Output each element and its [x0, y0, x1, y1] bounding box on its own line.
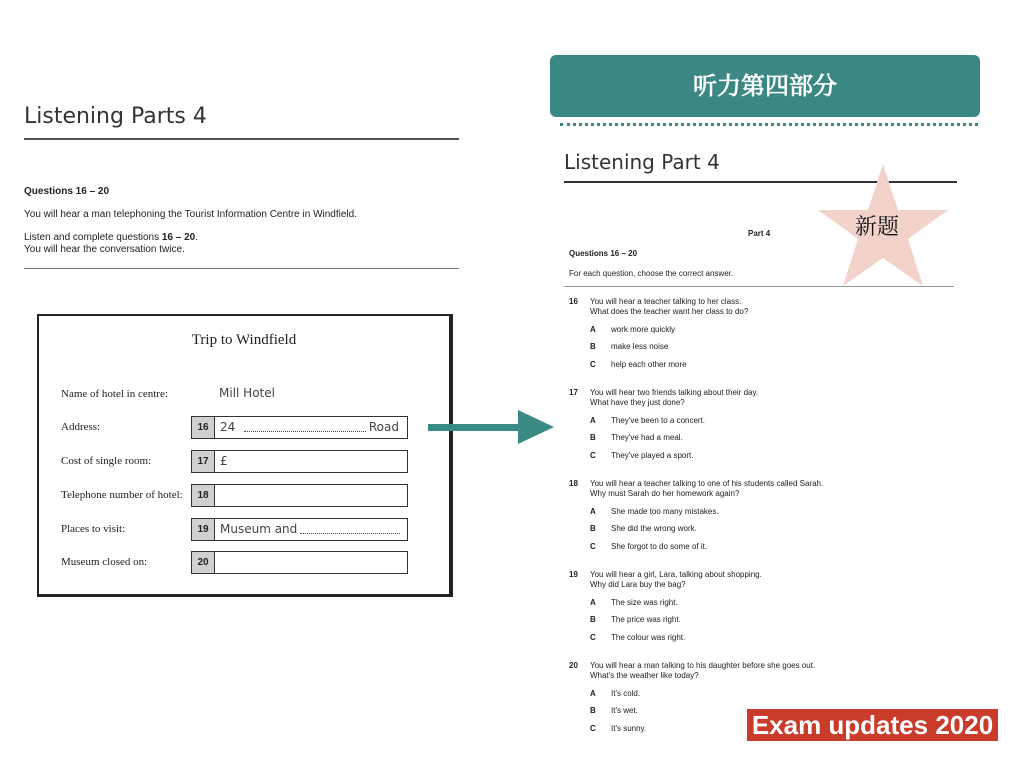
question-line-1: You will hear a man talking to his daughter before she goes out.: [590, 661, 816, 670]
handwritten-address-road: Road: [368, 420, 399, 434]
right-questions-range: Questions 16 – 20: [569, 249, 638, 258]
answer-field-19[interactable]: [191, 518, 408, 541]
listen-prefix: Listen and complete questions: [24, 232, 162, 243]
option-letter: B: [590, 615, 596, 624]
row-label-address: Address:: [61, 421, 101, 433]
row-label-cost: Cost of single room:: [61, 455, 152, 467]
listen-bold-range: 16 – 20: [161, 232, 196, 243]
question-text: [590, 570, 762, 590]
question-number-19: 19: [192, 519, 215, 540]
question-number: 17: [569, 388, 578, 397]
option-a[interactable]: [590, 689, 640, 698]
option-a[interactable]: [590, 416, 705, 425]
right-page-title: Listening Part 4: [564, 150, 720, 174]
option-letter: C: [590, 633, 596, 642]
question-number-18: 18: [192, 485, 215, 506]
answer-field-20[interactable]: [191, 551, 408, 574]
option-letter: A: [590, 598, 596, 607]
question-number: 20: [569, 661, 578, 670]
handwritten-pound-sign: £: [220, 454, 228, 468]
option-text: work more quickly: [611, 325, 676, 334]
question-line-2: Why must Sarah do her homework again?: [590, 489, 740, 498]
question-line-1: You will hear a teacher talking to her class.: [590, 297, 742, 306]
banner-dotted-divider: [560, 123, 978, 126]
option-letter: A: [590, 507, 596, 516]
arrow-right-icon: [428, 424, 520, 431]
option-letter: A: [590, 325, 596, 334]
option-text: They've had a meal.: [611, 433, 683, 442]
dotted-answer-line: [300, 533, 400, 534]
handwritten-museum-and: Museum and: [220, 522, 298, 536]
option-text: The price was right.: [611, 615, 681, 624]
option-text: It's sunny.: [611, 724, 647, 733]
left-questions-range: Questions 16 – 20: [24, 186, 110, 197]
listen-twice: You will hear the conversation twice.: [24, 244, 185, 255]
option-letter: B: [590, 433, 596, 442]
option-c[interactable]: [590, 451, 693, 460]
option-letter: A: [590, 416, 596, 425]
question-line-2: What have they just done?: [590, 398, 685, 407]
question-line-1: You will hear a girl, Lara, talking about shopping.: [590, 570, 762, 579]
left-section-divider: [24, 268, 459, 269]
trip-form-box: [37, 314, 453, 597]
option-a[interactable]: [590, 598, 678, 607]
option-letter: C: [590, 360, 596, 369]
option-letter: C: [590, 542, 596, 551]
left-intro-text: You will hear a man telephoning the Tourist Information Centre in Windfield.: [24, 209, 357, 220]
question-number-16: 16: [192, 417, 215, 438]
answer-field-17[interactable]: [191, 450, 408, 473]
option-text: She forgot to do some of it.: [611, 542, 708, 551]
row-label-museum-closed: Museum closed on:: [61, 556, 148, 568]
option-letter: C: [590, 724, 596, 733]
option-letter: A: [590, 689, 596, 698]
option-letter: B: [590, 342, 596, 351]
hotel-label: Name of hotel in centre:: [61, 388, 168, 400]
option-text: help each other more: [611, 360, 687, 369]
question-number: 16: [569, 297, 578, 306]
left-listen-instructions: [24, 232, 198, 256]
question-line-2: What's the weather like today?: [590, 671, 699, 680]
new-question-label: 新题: [855, 215, 900, 240]
trip-form-title: Trip to Windfield: [191, 332, 297, 348]
option-a[interactable]: [590, 325, 675, 334]
left-page-title: Listening Parts 4: [24, 104, 207, 129]
question-text: [590, 661, 815, 681]
option-b[interactable]: [590, 433, 683, 442]
option-c[interactable]: [590, 542, 707, 551]
option-letter: B: [590, 706, 596, 715]
question-number-20: 20: [192, 552, 215, 573]
option-text: It's wet.: [611, 706, 638, 715]
option-b[interactable]: [590, 706, 638, 715]
option-letter: C: [590, 451, 596, 460]
option-c[interactable]: [590, 633, 685, 642]
option-b[interactable]: [590, 524, 697, 533]
question-number: 18: [569, 479, 578, 488]
option-text: They've played a sport.: [611, 451, 694, 460]
option-c[interactable]: [590, 724, 646, 733]
section-banner: 听力第四部分: [550, 55, 980, 117]
left-title-divider: [24, 138, 459, 140]
question-number: 19: [569, 570, 578, 579]
answer-field-16[interactable]: [191, 416, 408, 439]
option-c[interactable]: [590, 360, 687, 369]
option-text: make less noise: [611, 342, 669, 351]
option-b[interactable]: [590, 342, 668, 351]
option-text: She made too many mistakes.: [611, 507, 719, 516]
question-text: [590, 388, 758, 408]
row-label-places: Places to visit:: [61, 523, 126, 535]
row-label-telephone: Telephone number of hotel:: [61, 489, 183, 501]
right-instruction: For each question, choose the correct answer.: [569, 269, 734, 278]
exam-updates-badge: Exam updates 2020: [747, 709, 998, 741]
question-line-2: What does the teacher want her class to do?: [590, 307, 749, 316]
option-text: It's cold.: [611, 689, 641, 698]
part-label: Part 4: [748, 229, 771, 238]
option-text: The size was right.: [611, 598, 678, 607]
option-a[interactable]: [590, 507, 719, 516]
option-text: She did the wrong work.: [611, 524, 697, 533]
handwritten-address-number: 24: [220, 420, 236, 434]
option-text: They've been to a concert.: [611, 416, 706, 425]
question-number-17: 17: [192, 451, 215, 472]
hotel-value: Mill Hotel: [219, 386, 275, 400]
listen-suffix: .: [195, 232, 199, 243]
right-section-divider: [564, 286, 954, 287]
option-letter: B: [590, 524, 596, 533]
question-text: [590, 297, 748, 317]
dotted-answer-line: [244, 431, 366, 432]
option-text: The colour was right.: [611, 633, 686, 642]
question-line-1: You will hear a teacher talking to one of his students called Sarah.: [590, 479, 824, 488]
arrow-head-icon: [518, 410, 554, 444]
answer-field-18[interactable]: [191, 484, 408, 507]
option-b[interactable]: [590, 615, 681, 624]
question-text: [590, 479, 823, 499]
question-line-2: Why did Lara buy the bag?: [590, 580, 686, 589]
question-line-1: You will hear two friends talking about their day.: [590, 388, 759, 397]
